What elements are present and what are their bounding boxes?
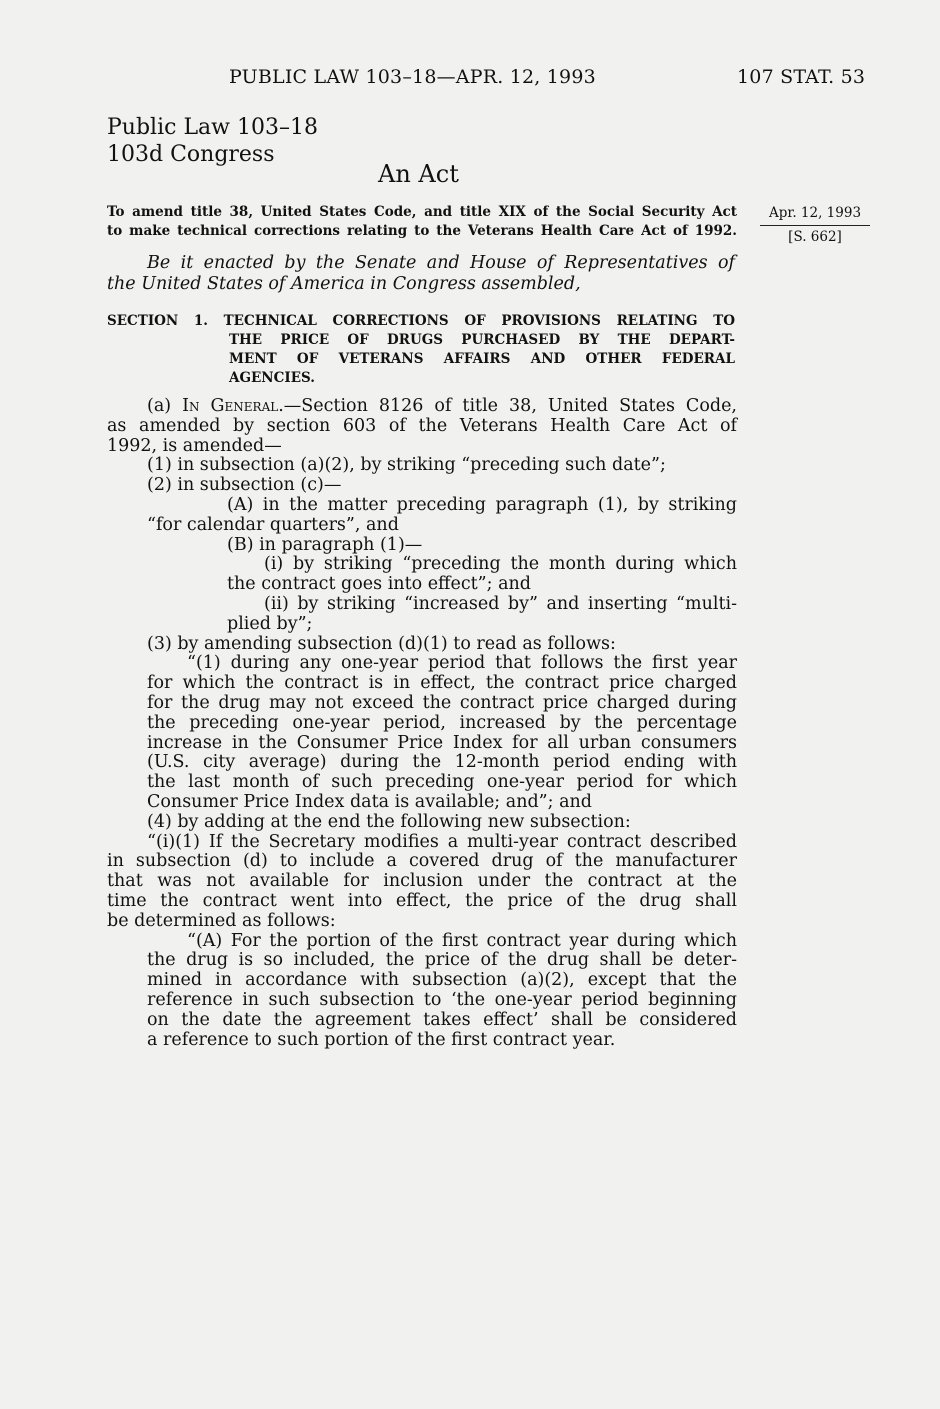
- body-line: Consumer Price Index data is available; and”; and: [147, 791, 592, 812]
- body-line: the preceding one-year period, increased by the percentage: [147, 712, 737, 733]
- public-law-number: Public Law 103–18: [107, 115, 318, 140]
- paragraph-2: (2) in subsection (c)—: [147, 475, 342, 496]
- body-line: time the contract went into effect, the price of the drug shall: [107, 890, 737, 911]
- subsection-a-heading: In General.: [182, 396, 284, 416]
- body-line: a reference to such portion of the first contract year.: [147, 1029, 616, 1050]
- paragraph-3: (3) by amending subsection (d)(1) to read as follows:: [147, 633, 616, 654]
- section-heading-line: THE PRICE OF DRUGS PURCHASED BY THE DEPART-: [229, 332, 735, 348]
- margin-date: Apr. 12, 1993: [760, 204, 870, 226]
- purpose-line: to make technical corrections relating to the Veterans Health Care Act of 1992.: [107, 223, 737, 239]
- congress-number: 103d Congress: [107, 142, 275, 167]
- section-heading-continuation: [107, 331, 735, 388]
- section-heading-line: SECTION 1. TECHNICAL CORRECTIONS OF PROVISIONS RELATING TO: [107, 313, 735, 329]
- body-line: increase in the Consumer Price Index for all urban consumers: [147, 732, 737, 753]
- subsection-a-text: —Section 8126 of title 38, United States Code,: [283, 396, 737, 416]
- clause-ii: (ii) by striking “increased by” and inserting “multi-: [264, 593, 737, 614]
- body-line: the drug is so included, the price of the drug shall be deter-: [147, 950, 737, 971]
- purpose-statement: [107, 203, 737, 241]
- running-title: PUBLIC LAW 103–18—APR. 12, 1993: [229, 66, 596, 88]
- section-body: [107, 397, 737, 1050]
- stat-page-number: 107 STAT. 53: [737, 66, 866, 88]
- margin-note: [760, 204, 870, 247]
- subparagraph-A: (A) in the matter preceding paragraph (1), by striking: [227, 494, 737, 515]
- subparagraph-B: (B) in paragraph (1)—: [227, 534, 423, 555]
- body-line: the last month of such preceding one-year period for which: [147, 772, 737, 793]
- paragraph-1: (1) in subsection (a)(2), by striking “preceding such date”;: [147, 455, 666, 476]
- body-line: for the drug may not exceed the contract price charged during: [147, 692, 737, 713]
- subsection-a-label: (a): [147, 396, 183, 416]
- quoted-subparagraph-A: “(A) For the portion of the first contract year during which: [187, 930, 737, 951]
- section-heading-line: MENT OF VETERANS AFFAIRS AND OTHER FEDERAL: [229, 351, 735, 367]
- section-heading-line: AGENCIES.: [229, 370, 315, 386]
- section-heading: [107, 312, 735, 388]
- body-line: 1992, is amended—: [107, 435, 282, 456]
- enacting-clause: [107, 253, 735, 295]
- body-line: the contract goes into effect”; and: [227, 574, 531, 595]
- quoted-subsection-i: “(i)(1) If the Secretary modifies a multi-year contract described: [147, 831, 737, 852]
- body-line: mined in accordance with subsection (a)(2), except that the: [147, 970, 737, 991]
- body-line: plied by”;: [227, 613, 313, 634]
- body-line: be determined as follows:: [107, 910, 336, 931]
- body-line: on the date the agreement takes effect’ shall be considered: [147, 1009, 737, 1030]
- body-line: as amended by section 603 of the Veterans Health Care Act of: [107, 415, 737, 436]
- body-line: that was not available for inclusion under the contract at the: [107, 871, 737, 892]
- enacting-line: Be it enacted by the Senate and House of Representatives of: [147, 253, 735, 273]
- body-line: “for calendar quarters”, and: [147, 514, 399, 535]
- clause-i: (i) by striking “preceding the month during which: [264, 554, 737, 575]
- enacting-line: the United States of America in Congress assembled,: [107, 274, 581, 294]
- body-line: (U.S. city average) during the 12-month period ending with: [147, 752, 737, 773]
- body-line: for which the contract is in effect, the contract price charged: [147, 673, 737, 694]
- body-line: in subsection (d) to include a covered drug of the manufacturer: [107, 851, 737, 872]
- paragraph-4: (4) by adding at the end the following new subsection:: [147, 811, 631, 832]
- purpose-line: To amend title 38, United States Code, and title XIX of the Social Security Act: [107, 204, 737, 220]
- body-line: reference in such subsection to ‘the one-year period beginning: [147, 989, 737, 1010]
- quoted-paragraph-1: “(1) during any one-year period that follows the first year: [187, 653, 737, 674]
- law-designation: [107, 114, 318, 168]
- margin-bill-number: [S. 662]: [788, 229, 842, 245]
- subsection-a-line: [107, 397, 737, 417]
- act-title: An Act: [378, 160, 459, 188]
